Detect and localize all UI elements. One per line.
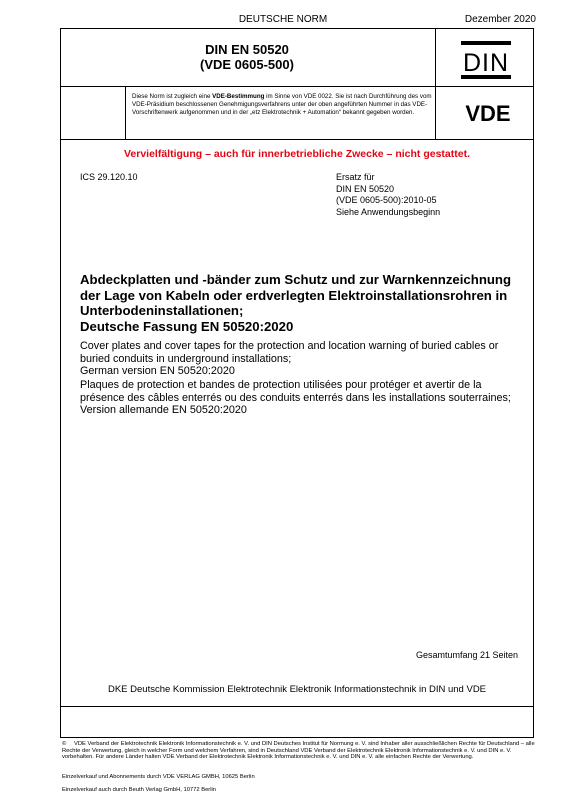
divider (435, 29, 436, 139)
divider (61, 139, 533, 140)
din-logo (460, 40, 512, 80)
publication-date: Dezember 2020 (464, 14, 536, 25)
reproduction-warning: Vervielfältigung – auch für innerbetriebliche Zwecke – nicht gestattet. (123, 148, 470, 160)
dke-line: DKE Deutsche Kommission Elektrotechnik Elektronik Informationstechnik in DIN und VDE (107, 684, 487, 695)
divider (61, 86, 533, 87)
standard-number: DIN EN 50520 (205, 42, 289, 57)
vde-classification: (VDE 0605-500) (200, 57, 294, 72)
ics-code: ICS 29.120.10 (80, 172, 138, 182)
svg-text:DIN: DIN (462, 49, 510, 77)
vde-regulation-note: Diese Norm ist zugleich eine VDE-Bestimmung im Sinne von VDE 0022. Sie ist nach Durchführung des vom VDE-Präsidium beschlossenen Genehmigungsverfahrens unter der oben angeführten Nummer in das VDE-Vorschriftenwerk aufgenommen und in der „etz Elektrotechnik + Automation“ bekannt gegeben worden. (132, 93, 432, 117)
divider (125, 86, 126, 139)
copyright-symbol: © (62, 741, 67, 747)
replacement-info: Ersatz für DIN EN 50520 (VDE 0605-500):2010-05 Siehe Anwendungsbeginn (336, 172, 441, 217)
divider (61, 706, 533, 707)
svg-text:VDE: VDE (465, 101, 511, 126)
standard-number-block (60, 42, 434, 72)
sales-beuth-verlag: Einzelverkauf auch durch Beuth Verlag GmbH, 10772 Berlin (62, 787, 217, 793)
title-english: Cover plates and cover tapes for the protection and location warning of buried cables or buried conduits in underground installations; German version EN 50520:2020 (80, 340, 499, 377)
norm-type-label: DEUTSCHE NORM (238, 14, 328, 25)
total-pages: Gesamtumfang 21 Seiten (415, 650, 518, 660)
vde-logo (448, 100, 528, 126)
copyright-notice: © VDE Verband der Elektrotechnik Elektronik Informationstechnik e. V. und DIN Deutsches Institut für Normung e. V. sind Inhaber aller ausschließlichen Rechte für Deutschland – alle Rechte der Verwertung, gleich in welcher Form und welchem Verfahren, sind in Deutschland VDE Verband der Elektrotechnik Elektronik Informationstechnik e. V. und DIN e. V. vorbehalten. Für andere Länder halten VDE Verband der Elektrotechnik Elektronik Informationstechnik e. V. und DIN e. V. alle einfachen Rechte der Verwertung. (62, 741, 535, 761)
title-german: Abdeckplatten und -bänder zum Schutz und zur Warnkennzeichnung der Lage von Kabeln oder erdverlegten Elektroinstallationsrohren in Unterbodeninstallationen; Deutsche Fassung EN 50520:2020 (80, 272, 512, 334)
title-french: Plaques de protection et bandes de protection utilisées pour protéger et avertir de la présence des câbles enterrés ou des conduits enterrés dans les installations souterraines; Version allemande EN 50520:2020 (80, 379, 511, 416)
sales-vde-verlag: Einzelverkauf und Abonnements durch VDE VERLAG GMBH, 10625 Berlin (62, 774, 255, 780)
